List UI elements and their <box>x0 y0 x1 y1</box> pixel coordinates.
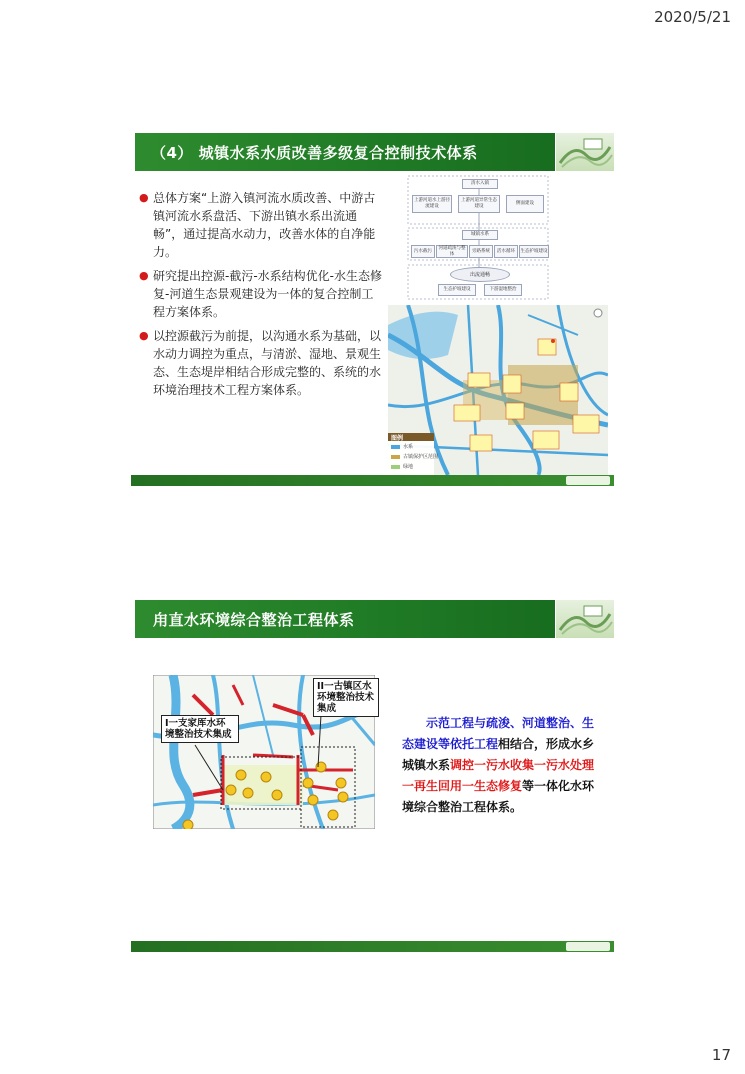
map-callout-2: II一古镇区水环境整治技术集成 <box>313 678 379 717</box>
bullet-dot-icon: ● <box>139 269 149 282</box>
bullet-dot-icon: ● <box>139 329 149 342</box>
flowchart-node: 河道疏浚与整体 <box>436 245 468 258</box>
page-number: 17 <box>711 1046 731 1064</box>
slide-2-logo-deco <box>556 600 614 638</box>
desc-blue-text: 示范工程与疏浚、河道整治、生态建设等依托工程 <box>402 716 595 751</box>
flowchart-node: 侧面建设 <box>506 195 544 213</box>
slide-2-title: 甪直水环境综合整治工程体系 <box>153 610 355 629</box>
slide-1-flowchart <box>406 173 552 303</box>
flowchart-node: 上游河道水上游径流建设 <box>412 195 452 213</box>
slide-1-bullets <box>139 189 384 405</box>
slide-2-description <box>402 713 602 818</box>
slide-1-title-bar <box>135 133 555 171</box>
desc-black-text: 相结合，形成水乡城镇水系 <box>402 737 595 772</box>
flowchart-node: 生态护坡建设 <box>519 245 549 258</box>
flowchart-node: 活水循环 <box>494 245 518 258</box>
slide-1-footer-bar <box>131 475 614 486</box>
header-date: 2020/5/21 <box>654 8 731 26</box>
map-legend-title: 图例 <box>391 435 404 442</box>
slide-2-title-bar <box>135 600 555 638</box>
footer-logo-icon <box>566 476 610 485</box>
slide-1-map <box>388 305 608 475</box>
flowchart-node: 污水截污 <box>411 245 435 258</box>
slide-2-map <box>153 675 375 829</box>
map-callout-1: I一支家厍水环境整治技术集成 <box>161 715 239 743</box>
bullet-item <box>139 189 384 261</box>
flowchart-node: 上游河道异常生态建设 <box>458 195 500 213</box>
slide-1-logo-deco <box>556 133 614 171</box>
bullet-text: 总体方案“上游入镇河流水质改善、中游古镇河流水系盘活、下游出镇水系出流通畅”，通过提高水动力，改善水体的自净能力。 <box>153 191 376 259</box>
bullet-text: 以控源截污为前提，以沟通水系为基础，以水动力调控为重点，与清淤、湿地、景观生态、生态堤岸相结合形成完整的、系统的水环境治理技术工程方案体系。 <box>153 329 382 397</box>
desc-black-text-2: 等一体化水环境综合整治工程体系。 <box>402 779 595 814</box>
desc-red-text: 调控一污水收集一污水处理一再生回用一生态修复 <box>402 758 595 793</box>
slide-2-footer-bar <box>131 941 614 952</box>
map-legend-item: 水系 <box>403 444 414 450</box>
slide-1 <box>131 133 614 486</box>
flowchart-node-top: 清水入镇 <box>462 179 498 189</box>
bullet-dot-icon: ● <box>139 191 149 204</box>
flowchart-node: 下游湿地整治 <box>484 284 522 296</box>
map-legend-item: 绿地 <box>403 464 414 470</box>
flowchart-node: 旁路系统 <box>469 245 493 258</box>
slide-1-title: （4） 城镇水系水质改善多级复合控制技术体系 <box>151 143 478 162</box>
map-legend-item: 古镇保护区范围 <box>403 454 439 460</box>
footer-logo-icon <box>566 942 610 951</box>
slide-2 <box>131 600 614 952</box>
bullet-text: 研究提出控源-截污-水系结构优化-水生态修复-河道生态景观建设为一体的复合控制工程方案体系。 <box>153 269 382 319</box>
flowchart-node: 生态护坡建设 <box>438 284 476 296</box>
flowchart-node-mid: 城镇水系 <box>462 230 498 240</box>
flowchart-oval: 出流通畅 <box>450 267 510 282</box>
bullet-item <box>139 267 384 321</box>
bullet-item <box>139 327 384 399</box>
